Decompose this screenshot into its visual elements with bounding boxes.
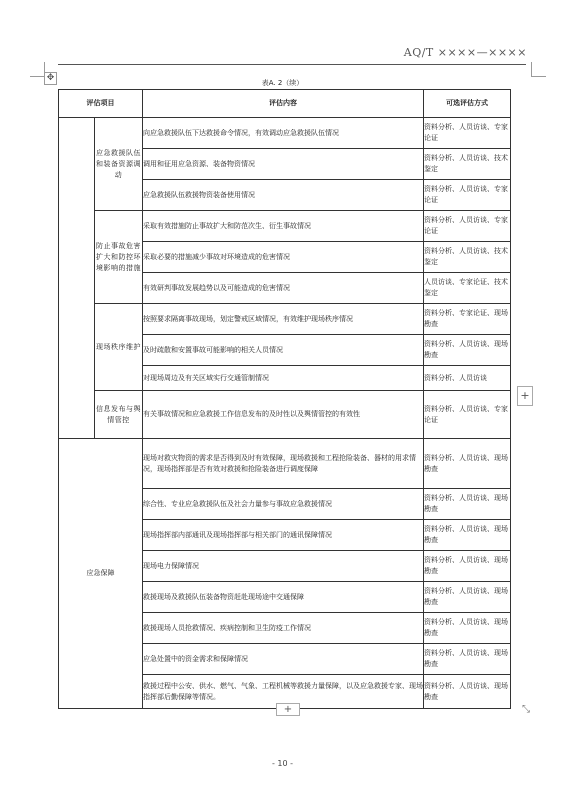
method-cell: 资料分析、人员访谈、现场勘查 xyxy=(424,520,511,551)
subcategory-cell: 信息发布与舆情管控 xyxy=(95,391,143,439)
method-cell: 资料分析、人员访谈、现场勘查 xyxy=(424,439,511,489)
content-cell: 调用和征用应急资源、装备物资情况 xyxy=(143,149,424,180)
table-row xyxy=(59,118,511,149)
table-header-row xyxy=(59,90,511,118)
table-move-handle-icon[interactable]: ✥ xyxy=(44,72,57,85)
content-cell: 采取必要的措施减少事故对环境造成的危害情况 xyxy=(143,242,424,273)
method-cell: 资料分析、人员访谈、现场勘查 xyxy=(424,489,511,520)
method-cell: 资料分析、人员访谈、现场勘查 xyxy=(424,335,511,366)
method-cell: 资料分析、人员访谈、现场勘查 xyxy=(424,613,511,644)
content-cell: 现场电力保障情况 xyxy=(143,551,424,582)
content-cell: 救援过程中公安、供水、燃气、气象、工程机械等救援力量保障，以及应急救援专家、现场指挥部后勤保障等情况。 xyxy=(143,675,424,709)
method-cell: 资料分析、人员访谈、专家论证 xyxy=(424,118,511,149)
subcategory-cell: 现场秩序维护 xyxy=(95,304,143,391)
content-cell: 及时疏散和安置事故可能影响的相关人员情况 xyxy=(143,335,424,366)
col-header-content: 评估内容 xyxy=(143,90,424,118)
table-resize-icon[interactable]: ⤡ xyxy=(522,704,530,715)
method-cell: 资料分析、人员访谈、现场勘查 xyxy=(424,675,511,709)
content-cell: 现场指挥部内部通讯及现场指挥部与相关部门的通讯保障情况 xyxy=(143,520,424,551)
category-cell: 应急保障 xyxy=(59,439,143,709)
margin-corner-top-right xyxy=(531,62,546,77)
table-row xyxy=(59,391,511,439)
content-cell: 应急处置中的资金需求和保障情况 xyxy=(143,644,424,675)
content-cell: 按照要求隔离事故现场，划定警戒区域情况，有效维护现场秩序情况 xyxy=(143,304,424,335)
method-cell: 资料分析、人员访谈、技术鉴定 xyxy=(424,149,511,180)
content-cell: 有关事故情况和应急救援工作信息发布的及时性以及舆情管控的有效性 xyxy=(143,391,424,439)
content-cell: 有效研判事故发展趋势以及可能造成的危害情况 xyxy=(143,273,424,304)
table-row xyxy=(59,304,511,335)
header-rule xyxy=(58,64,526,65)
method-cell: 资料分析、人员访谈、专家论证 xyxy=(424,211,511,242)
page-number: - 10 - xyxy=(271,759,294,768)
col-header-method: 可选评估方式 xyxy=(424,90,511,118)
category-cell xyxy=(59,118,95,439)
content-cell: 采取有效措施防止事故扩大和防范次生、衍生事故情况 xyxy=(143,211,424,242)
method-cell: 资料分析、人员访谈 xyxy=(424,366,511,391)
table-row xyxy=(59,211,511,242)
col-header-item: 评估项目 xyxy=(59,90,143,118)
content-cell: 对现场周边及有关区域实行交通管制情况 xyxy=(143,366,424,391)
evaluation-table xyxy=(58,89,511,709)
add-column-plus-icon[interactable]: + xyxy=(517,386,533,406)
subcategory-cell: 应急救援队伍和装备资源调动 xyxy=(95,118,143,211)
table-caption: 表A. 2（续） xyxy=(261,79,304,87)
standard-code: AQ/T ××××—×××× xyxy=(403,46,527,59)
content-cell: 现场对救灾物资的需求是否得到及时有效保障，现场救援和工程抢险装备、器材的用求情况，现场指挥部是否有效对救援和抢险装备进行调度保障 xyxy=(143,439,424,489)
method-cell: 资料分析、专家论证、现场勘查 xyxy=(424,304,511,335)
method-cell: 资料分析、人员访谈、现场勘查 xyxy=(424,582,511,613)
content-cell: 救援现场人员抢救情况、疾病控制和卫生防疫工作情况 xyxy=(143,613,424,644)
subcategory-cell: 防止事故危害扩大和防控环境影响的措施 xyxy=(95,211,143,304)
add-row-plus-icon[interactable]: + xyxy=(276,703,300,716)
content-cell: 救援现场及救援队伍装备物资赶赴现场途中交通保障 xyxy=(143,582,424,613)
margin-corner-top-left xyxy=(30,62,45,77)
method-cell: 资料分析、人员访谈、技术鉴定 xyxy=(424,242,511,273)
method-cell: 资料分析、人员访谈、专家论证 xyxy=(424,391,511,439)
table-row xyxy=(59,439,511,489)
method-cell: 资料分析、人员访谈、现场勘查 xyxy=(424,644,511,675)
method-cell: 资料分析、人员访谈、专家论证 xyxy=(424,180,511,211)
method-cell: 人员访谈、专家论证、技术鉴定 xyxy=(424,273,511,304)
content-cell: 综合性、专业应急救援队伍及社会力量参与事故应急救援情况 xyxy=(143,489,424,520)
method-cell: 资料分析、人员访谈、现场勘查 xyxy=(424,551,511,582)
content-cell: 应急救援队伍救援物资装备使用情况 xyxy=(143,180,424,211)
content-cell: 向应急救援队伍下达救援命令情况，有效调动应急救援队伍情况 xyxy=(143,118,424,149)
